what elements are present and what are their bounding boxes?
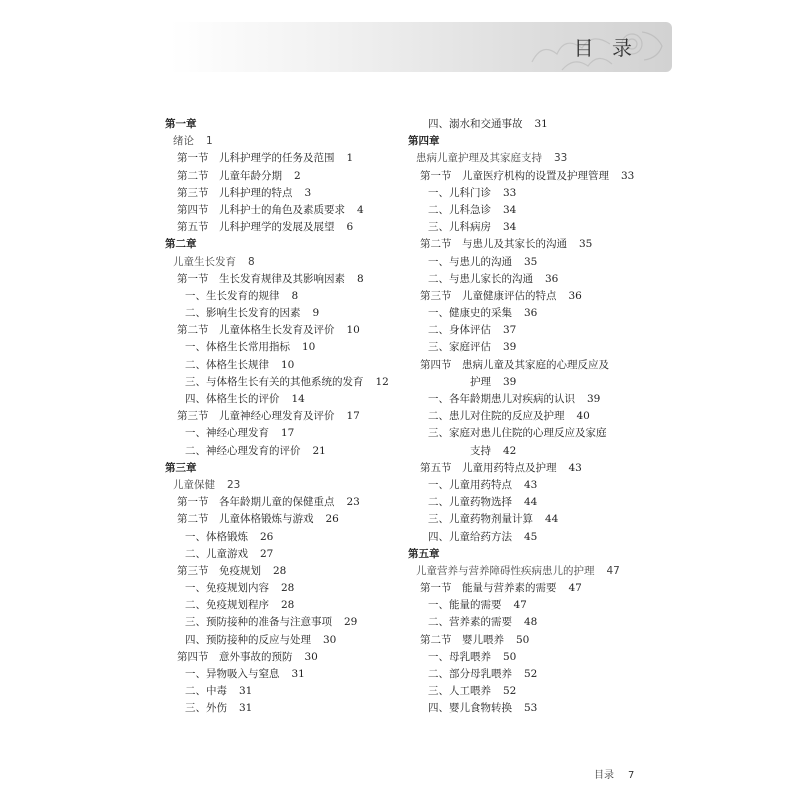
- toc-chapter-entry: [165, 236, 405, 253]
- toc-entry-text: 二、患儿对住院的反应及护理: [428, 410, 565, 423]
- toc-entry-text: 一、神经心理发育: [185, 427, 269, 440]
- toc-entry-page: 1: [206, 135, 213, 148]
- toc-entry-page: 8: [291, 289, 299, 302]
- footer-label: 目录: [594, 770, 614, 781]
- toc-entry-text: 一、能量的需要: [428, 599, 502, 612]
- toc-major-entry: [165, 254, 405, 271]
- toc-entry-page: 52: [503, 685, 517, 698]
- toc-entry-page: 39: [503, 341, 517, 354]
- toc-entry-text: 第四节 儿科护士的角色及素质要求: [177, 203, 345, 216]
- toc-entry-text: 二、与患儿家长的沟通: [428, 272, 533, 285]
- toc-entry-text: 三、预防接种的准备与注意事项: [185, 616, 332, 629]
- toc-entry-text: 二、神经心理发育的评价: [185, 444, 301, 457]
- toc-entry-text: 二、中毒: [185, 685, 227, 698]
- toc-entry-text: 儿童生长发育: [173, 255, 236, 268]
- toc-entry-text: 第五章: [408, 547, 440, 560]
- toc-item-entry: [408, 254, 648, 271]
- toc-entry-text: 第一节 能量与营养素的需要: [420, 582, 557, 595]
- toc-entry-page: 30: [304, 650, 318, 663]
- toc-entry-page: 9: [312, 307, 320, 320]
- toc-entry-page: 10: [346, 324, 360, 337]
- toc-item-entry: [165, 357, 405, 374]
- toc-entry-page: 26: [325, 513, 339, 526]
- toc-entry-text: 三、家庭对患儿住院的心理反应及家庭: [428, 427, 607, 440]
- toc-entry-text: 一、免疫规划内容: [185, 582, 269, 595]
- toc-section-entry: [408, 460, 648, 477]
- toc-item-entry: [408, 597, 648, 614]
- toc-item-entry: [165, 700, 405, 717]
- toc-entry-page: 35: [579, 238, 593, 251]
- toc-entry-page: 8: [248, 255, 255, 268]
- toc-chapter-entry: [408, 546, 648, 563]
- toc-item-entry: [408, 614, 648, 631]
- toc-entry-text: 儿童保健: [173, 478, 215, 491]
- toc-entry-page: 21: [312, 444, 326, 457]
- toc-entry-text: 第一章: [165, 118, 197, 130]
- toc-item-entry: [165, 391, 405, 408]
- toc-entry-text: 二、免疫规划程序: [185, 599, 269, 612]
- toc-entry-page: 33: [621, 169, 635, 182]
- toc-entry-text: 二、影响生长发育的因素: [185, 307, 301, 320]
- toc-entry-page: 14: [291, 393, 305, 405]
- toc-entry-page: 50: [516, 633, 530, 646]
- toc-major-entry: [408, 150, 648, 167]
- toc-entry-text: 三、外伤: [185, 702, 227, 715]
- toc-entry-page: 35: [524, 255, 538, 268]
- toc-entry-page: 4: [357, 203, 364, 216]
- toc-entry-text: 一、异物吸入与窒息: [185, 668, 280, 680]
- toc-entry-text: 三、家庭评估: [428, 341, 491, 354]
- toc-chapter-entry: [165, 460, 405, 477]
- toc-major-entry: [165, 133, 405, 150]
- toc-entry-page: 2: [294, 169, 301, 182]
- toc-entry-page: 47: [568, 582, 582, 595]
- toc-item-entry: [408, 339, 648, 356]
- toc-item-entry: [165, 425, 405, 442]
- toc-entry-text: 第一节 儿科护理学的任务及范围: [177, 152, 335, 165]
- toc-entry-text: 第四节 患病儿童及其家庭的心理反应及: [420, 358, 609, 371]
- toc-entry-page: 39: [503, 375, 517, 388]
- toc-cont-entry: [408, 443, 648, 460]
- toc-entry-page: 31: [239, 702, 253, 715]
- toc-entry-text: 第五节 儿童用药特点及护理: [420, 461, 557, 474]
- toc-item-entry: [408, 494, 648, 511]
- toc-entry-page: 48: [524, 616, 538, 629]
- toc-item-entry: [165, 339, 405, 356]
- toc-entry-text: 三、与体格生长有关的其他系统的发育: [185, 375, 364, 388]
- page-title: 目 录: [573, 36, 638, 60]
- toc-entry-page: 17: [346, 410, 360, 423]
- toc-entry-page: 12: [375, 375, 389, 388]
- toc-entry-page: 17: [281, 427, 295, 440]
- toc-entry-page: 27: [260, 547, 274, 560]
- toc-item-entry: [165, 683, 405, 700]
- toc-entry-page: 37: [503, 324, 517, 337]
- toc-entry-text: 第一节 各年龄期儿童的保健重点: [177, 496, 335, 509]
- toc-entry-page: 29: [344, 616, 358, 629]
- toc-entry-text: 二、儿科急诊: [428, 203, 491, 216]
- toc-entry-page: 43: [524, 478, 538, 491]
- toc-entry-page: 50: [503, 650, 517, 663]
- toc-entry-page: 31: [534, 118, 548, 130]
- toc-entry-page: 43: [568, 461, 582, 474]
- toc-entry-text: 第三节 免疫规划: [177, 564, 261, 577]
- toc-entry-page: 33: [554, 152, 568, 165]
- toc-entry-page: 34: [503, 221, 517, 234]
- toc-section-entry: [408, 632, 648, 649]
- toc-entry-text: 三、儿童药物剂量计算: [428, 513, 533, 526]
- toc-entry-text: 二、体格生长规律: [185, 358, 269, 371]
- toc-entry-page: 44: [524, 496, 538, 509]
- toc-entry-page: 47: [606, 564, 620, 577]
- toc-entry-text: 一、母乳喂养: [428, 650, 491, 663]
- toc-entry-text: 支持: [470, 444, 491, 457]
- page-footer: [594, 766, 634, 781]
- toc-item-entry: [408, 219, 648, 236]
- toc-entry-text: 三、人工喂养: [428, 685, 491, 698]
- toc-item-entry: [408, 649, 648, 666]
- toc-section-entry: [165, 219, 405, 236]
- toc-entry-page: 36: [545, 272, 559, 285]
- toc-entry-text: 第三节 儿科护理的特点: [177, 186, 293, 199]
- toc-chapter-entry: [165, 116, 405, 133]
- toc-entry-text: 绪论: [173, 135, 194, 148]
- toc-section-entry: [165, 271, 405, 288]
- toc-major-entry: [165, 477, 405, 494]
- toc-entry-text: 一、生长发育的规律: [185, 289, 280, 302]
- toc-major-entry: [408, 563, 648, 580]
- toc-entry-text: 儿童营养与营养障碍性疾病患儿的护理: [416, 564, 595, 577]
- toc-entry-text: 二、儿童药物选择: [428, 496, 512, 509]
- toc-item-entry: [408, 391, 648, 408]
- toc-entry-text: 四、儿童给药方法: [428, 530, 512, 543]
- toc-item-entry: [408, 529, 648, 546]
- toc-item-entry: [408, 666, 648, 683]
- toc-section-entry: [165, 511, 405, 528]
- toc-entry-text: 二、儿童游戏: [185, 547, 248, 560]
- toc-entry-text: 二、身体评估: [428, 324, 491, 337]
- toc-entry-text: 一、儿科门诊: [428, 186, 491, 199]
- toc-item-entry: [165, 546, 405, 563]
- toc-entry-text: 第二节 婴儿喂养: [420, 633, 504, 646]
- toc-entry-page: 23: [227, 478, 241, 491]
- toc-item-entry: [408, 511, 648, 528]
- toc-right-column: [408, 116, 648, 718]
- toc-section-entry: [165, 185, 405, 202]
- toc-entry-text: 一、健康史的采集: [428, 307, 512, 320]
- toc-section-entry: [165, 322, 405, 339]
- toc-entry-text: 二、营养素的需要: [428, 616, 512, 629]
- toc-entry-text: 二、部分母乳喂养: [428, 668, 512, 680]
- toc-entry-text: 一、儿童用药特点: [428, 478, 512, 491]
- toc-entry-text: 四、婴儿食物转换: [428, 702, 512, 715]
- toc-entry-text: 第五节 儿科护理学的发展及展望: [177, 221, 335, 234]
- toc-entry-page: 10: [281, 358, 295, 371]
- toc-entry-text: 一、各年龄期患儿对疾病的认识: [428, 393, 575, 405]
- toc-item-entry: [165, 632, 405, 649]
- toc-entry-text: 第四节 意外事故的预防: [177, 650, 293, 663]
- toc-section-entry: [165, 649, 405, 666]
- toc-section-entry: [408, 236, 648, 253]
- header-banner: [170, 22, 672, 72]
- toc-item-entry: [408, 202, 648, 219]
- toc-entry-page: 53: [524, 702, 538, 715]
- toc-entry-text: 第二节 儿童体格生长发育及评价: [177, 324, 335, 337]
- toc-entry-page: 28: [281, 599, 295, 612]
- toc-entry-page: 42: [503, 444, 517, 457]
- toc-item-entry: [165, 305, 405, 322]
- toc-entry-page: 36: [568, 289, 582, 302]
- toc-entry-page: 44: [545, 513, 559, 526]
- toc-entry-text: 第二节 儿童体格锻炼与游戏: [177, 513, 314, 526]
- toc-entry-text: 一、体格生长常用指标: [185, 341, 290, 354]
- toc-entry-text: 一、与患儿的沟通: [428, 255, 512, 268]
- toc-item-entry: [165, 614, 405, 631]
- toc-entry-page: 30: [323, 633, 337, 646]
- toc-item-entry: [408, 305, 648, 322]
- toc-item-entry: [165, 580, 405, 597]
- toc-entry-text: 护理: [470, 375, 491, 388]
- toc-entry-page: 40: [576, 410, 590, 423]
- toc-chapter-entry: [408, 133, 648, 150]
- toc-entry-text: 三、儿科病房: [428, 221, 491, 234]
- toc-entry-page: 26: [260, 530, 274, 543]
- toc-item-entry: [165, 597, 405, 614]
- toc-entry-text: 第一节 儿童医疗机构的设置及护理管理: [420, 169, 609, 182]
- toc-section-entry: [165, 168, 405, 185]
- toc-entry-text: 第三章: [165, 461, 197, 474]
- toc-entry-page: 52: [524, 668, 538, 680]
- toc-entry-text: 第三节 儿童健康评估的特点: [420, 289, 557, 302]
- toc-entry-page: 28: [281, 582, 295, 595]
- toc-section-entry: [165, 150, 405, 167]
- toc-entry-text: 第二节 儿童年龄分期: [177, 169, 282, 182]
- toc-section-entry: [165, 408, 405, 425]
- toc-entry-page: 23: [346, 496, 360, 509]
- toc-entry-page: 28: [273, 564, 287, 577]
- toc-item-entry: [408, 271, 648, 288]
- toc-entry-text: 第二节 与患儿及其家长的沟通: [420, 238, 567, 251]
- toc-item-entry: [165, 374, 405, 391]
- toc-cont-entry: [408, 374, 648, 391]
- toc-entry-page: 39: [587, 393, 601, 405]
- toc-entry-page: 8: [357, 272, 364, 285]
- toc-entry-page: 10: [302, 341, 316, 354]
- toc-entry-text: 第三节 儿童神经心理发育及评价: [177, 410, 335, 423]
- toc-item-entry: [408, 425, 648, 442]
- toc-left-column: [165, 116, 405, 718]
- toc-entry-page: 33: [503, 186, 517, 199]
- toc-entry-text: 第四章: [408, 135, 440, 148]
- toc-item-entry: [165, 529, 405, 546]
- toc-section-entry: [165, 563, 405, 580]
- toc-item-entry: [408, 683, 648, 700]
- toc-section-entry: [408, 288, 648, 305]
- toc-entry-page: 1: [346, 152, 354, 165]
- toc-section-entry: [408, 580, 648, 597]
- toc-item-entry: [165, 288, 405, 305]
- toc-item-entry: [408, 477, 648, 494]
- toc-entry-text: 四、预防接种的反应与处理: [185, 633, 311, 646]
- toc-entry-text: 第二章: [165, 238, 197, 251]
- toc-entry-text: 第一节 生长发育规律及其影响因素: [177, 272, 345, 285]
- toc-entry-page: 36: [524, 307, 538, 320]
- toc-item-entry: [408, 700, 648, 717]
- toc-item-entry: [165, 443, 405, 460]
- toc-section-entry: [165, 202, 405, 219]
- toc-entry-page: 6: [346, 221, 354, 234]
- toc-entry-page: 31: [291, 668, 305, 680]
- toc-item-entry: [408, 116, 648, 133]
- toc-item-entry: [165, 666, 405, 683]
- toc-entry-page: 45: [524, 530, 538, 543]
- toc-entry-page: 3: [304, 186, 312, 199]
- toc-item-entry: [408, 322, 648, 339]
- toc-section-entry: [165, 494, 405, 511]
- toc-entry-page: 34: [503, 203, 517, 216]
- toc-entry-page: 31: [239, 685, 253, 698]
- toc-section-entry: [408, 357, 648, 374]
- toc-entry-text: 四、体格生长的评价: [185, 393, 280, 405]
- toc-item-entry: [408, 185, 648, 202]
- toc-entry-page: 47: [513, 599, 527, 612]
- footer-page-number: 7: [628, 770, 635, 781]
- toc-section-entry: [408, 168, 648, 185]
- toc-item-entry: [408, 408, 648, 425]
- toc-entry-text: 四、溺水和交通事故: [428, 118, 523, 130]
- toc-entry-text: 患病儿童护理及其家庭支持: [416, 152, 542, 165]
- toc-entry-text: 一、体格锻炼: [185, 530, 248, 543]
